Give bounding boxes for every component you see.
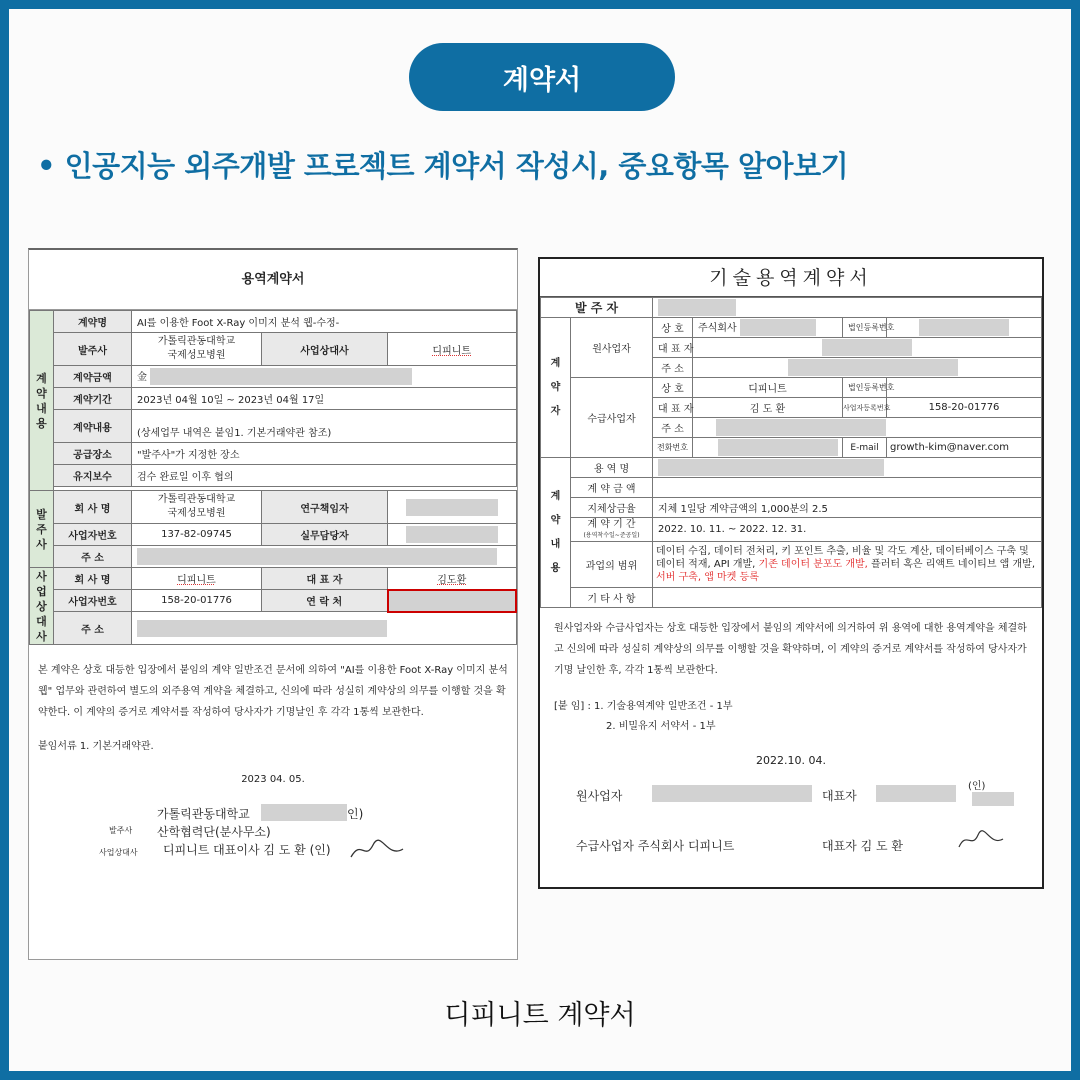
label-supply-place: 공급장소 [54,443,132,465]
tech-contract-body: 원사업자와 수급사업자는 상호 대등한 입장에서 붙임의 계약서에 의거하여 위 용역에 대한 용역계약을 체결하고 신의에 따라 성실히 계약상의 의무를 이행할 것을 확약하며, 이 계약의 증거로 계약서를 작성하여 당사자가 기명 날인한 후, 각각 1통씩 보관한다. [554,623,1027,676]
party-group: 계 약 자 [541,318,571,458]
label-amount: 계약금액 [54,366,132,388]
contractor-name-value: 주식회사 [693,318,843,338]
tech-signature-block: 원사업자 대표자 (인) 수급사업자 주식회사 디피니트 대표자 김 도 환 [540,767,1042,857]
supply-place-value: "발주사"가 지정한 장소 [132,443,517,465]
label-sub-trade-name: 상 호 [653,378,693,398]
content-group: 계 약 내 용 [541,458,571,608]
label-sub-biz-no: 사업자등록번호 [843,398,887,418]
sub-corp-no-value [887,378,1042,398]
label-period: 계약기간 [54,388,132,410]
headline: • 인공지능 외주개발 프로젝트 계약서 작성시, 중요항목 알아보기 [37,149,849,183]
maintenance-value: 검수 완료일 이후 협의 [132,465,517,487]
content-value: (상세업무 내역은 붙임1. 기본거래약관 참조) [132,410,517,443]
label-etc: 기 타 사 항 [571,588,653,608]
contract-name-value: AI를 이용한 Foot X-Ray 이미지 분석 웹-수정- [132,311,517,333]
label-contract-name: 계약명 [54,311,132,333]
label-sub-corp-no: 법인등록번호 [843,378,887,398]
corp-no-value [887,318,1042,338]
group-contract: 계 약 내 용 [30,311,54,491]
attach-line-2: 2. 비밀유지 서약서 - 1부 [606,721,716,732]
phone-value [693,438,843,458]
label-address: 주 소 [54,546,132,568]
label-sub-address: 주 소 [653,418,693,438]
section-badge: 계약서 [409,43,675,111]
partner-rep-value: 김도환 [388,568,517,590]
penalty-value: 지체 1일당 계약금액의 1,000분의 2.5 [653,498,1042,518]
contract-body: 본 계약은 상호 대등한 입장에서 붙임의 계약 일반조건 문서에 의하여 "AI를 이용한 Foot X-Ray 이미지 분석 웹" 업무와 관련하여 별도의 외주용역 계약을 체결하고, 신의에 따라 성실히 계약상의 의무를 이행할 것을 확약한다. 이 계약의 증거로 계약서를 작성하여 당사자가 기명날인 후 각각 1통씩 보관한다. [38,665,508,718]
period-right-value: 2022. 10. 11. ~ 2022. 12. 31. [653,518,1042,542]
label-counterpart: 사업상대사 [262,333,388,366]
sub-address-value [693,418,1042,438]
counterpart-value: 디피니트 [388,333,517,366]
manager-value [388,491,517,524]
tech-contract-table [540,297,1042,608]
tech-service-contract-document [538,257,1044,889]
client-biz-no-value: 137-82-09745 [132,524,262,546]
staff-value [388,524,517,546]
client-right-value [653,298,1042,318]
contractor-address-value [693,358,1042,378]
contact-value [388,590,517,612]
label-maintenance: 유지보수 [54,465,132,487]
contract-date: 2023 04. 05. [241,774,305,785]
group-client: 발 주 사 [30,491,54,568]
attach-line-1: [붙 임] : 1. 기술용역계약 일반조건 - 1부 [554,701,733,712]
service-contract-document [28,248,518,960]
doc-title-right: 기술용역계약서 [540,259,1042,297]
email-value: growth-kim@naver.com [887,438,1042,458]
label-sub-rep: 대 표 자 [653,398,693,418]
label-contact: 연 락 처 [262,590,388,612]
label-penalty: 지체상금율 [571,498,653,518]
label-company: 회 사 명 [54,491,132,524]
label-phone: 전화번호 [653,438,693,458]
sub-name-value: 디피니트 [693,378,843,398]
subcontractor-label: 수급사업자 [571,378,653,458]
label-address-right: 주 소 [653,358,693,378]
etc-value [653,588,1042,608]
label-trade-name: 상 호 [653,318,693,338]
label-content: 계약내용 [54,410,132,443]
doc-title: 용역계약서 [29,250,517,310]
label-period-right: 계 약 기 간 (용역착수일~준공일) [571,518,653,542]
signature-block: 발주사 가톨릭관동대학교 인) 산학협력단(분사무소) 사업상대사 디피니트 대표이사 김 도 환 (인) [29,785,517,895]
tech-contract-date: 2022.10. 04. [756,754,826,767]
attachment-line: 붙임서류 1. 기본거래약관. [38,741,154,752]
label-manager: 연구책임자 [262,491,388,524]
contractor-rep-value [693,338,1042,358]
group-partner: 사 업 상 대 사 [30,568,54,645]
contract-amount-value [653,478,1042,498]
signature-mark-right [956,829,1006,851]
signature-mark [347,837,407,863]
label-client-right: 발 주 자 [541,298,653,318]
label-email: E-mail [843,438,887,458]
label-partner-company: 회 사 명 [54,568,132,590]
sub-biz-no-value: 158-20-01776 [887,398,1042,418]
label-partner-address: 주 소 [54,612,132,645]
client-company-value: 가톨릭관동대학교 국제성모병원 [132,491,262,524]
label-contract-amount: 계 약 금 액 [571,478,653,498]
label-partner-biz-no: 사업자번호 [54,590,132,612]
label-biz-no: 사업자번호 [54,524,132,546]
service-name-value [653,458,1042,478]
label-corp-no: 법인등록번호 [843,318,887,338]
label-scope: 과업의 범위 [571,542,653,588]
scope-value: 데이터 수집, 데이터 전처리, 키 포인트 추출, 비율 및 각도 계산, 데이터베이스 구축 및 데이터 적재, API 개발, 기존 데이터 분포도 개발, 플러터 혹은 리액트 네이티브 앱 개발, 서버 구축, 앱 마켓 등록 [653,542,1042,588]
label-staff: 실무담당자 [262,524,388,546]
label-client: 발주사 [54,333,132,366]
partner-company-value: 디피니트 [132,568,262,590]
amount-value: 金 [132,366,517,388]
partner-biz-no-value: 158-20-01776 [132,590,262,612]
label-rep: 대 표 자 [262,568,388,590]
period-value: 2023년 04월 10일 ~ 2023년 04월 17일 [132,388,517,410]
partner-address-value [132,612,517,645]
label-rep-right: 대 표 자 [653,338,693,358]
image-caption: 디피니트 계약서 [444,1000,636,1031]
contract-table [29,310,517,645]
contractor-label: 원사업자 [571,318,653,378]
client-value: 가톨릭관동대학교 국제성모병원 [132,333,262,366]
sub-rep-value: 김 도 환 [693,398,843,418]
client-address-value [132,546,517,568]
label-service-name: 용 역 명 [571,458,653,478]
